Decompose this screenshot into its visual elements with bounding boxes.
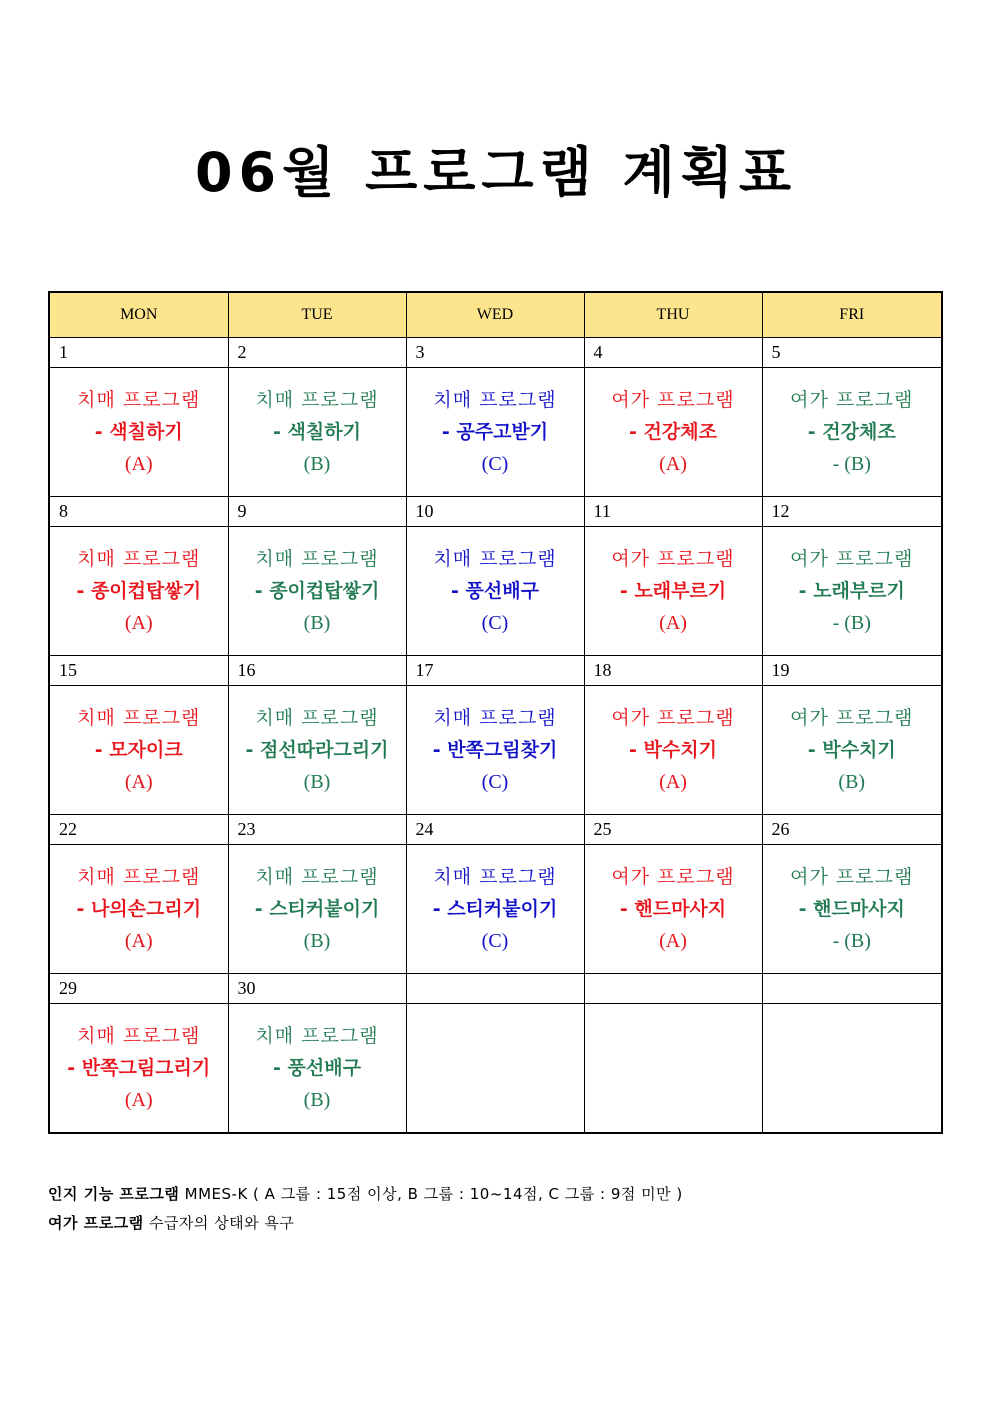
program-group: (A): [124, 453, 153, 475]
program-group: (B): [303, 930, 331, 952]
program-activity: - 박수치기: [807, 739, 896, 761]
date-cell: 8: [49, 497, 228, 527]
program-row: [49, 527, 942, 656]
date-cell: 10: [406, 497, 584, 527]
program-cell: [228, 845, 406, 974]
program-activity: - 핸드마사지: [619, 898, 727, 920]
note-leisure-text: 수급자의 상태와 욕구: [143, 1214, 295, 1232]
program-group: (A): [124, 612, 153, 634]
legend-notes: [48, 1180, 683, 1238]
date-row: [49, 497, 942, 527]
program-group: (B): [303, 771, 331, 793]
program-title: 여가 프로그램: [611, 707, 735, 729]
weekday-header-thu: THU: [584, 292, 762, 338]
date-cell: 22: [49, 815, 228, 845]
date-cell: 24: [406, 815, 584, 845]
program-activity: - 점선따라그리기: [245, 739, 389, 761]
program-title: 여가 프로그램: [790, 548, 914, 570]
note-cognitive-text: MMES-K ( A 그룹 : 15점 이상, B 그룹 : 10~14점, C 그룹 : 9점 미만 ): [179, 1185, 683, 1203]
program-title: 여가 프로그램: [790, 389, 914, 411]
program-cell: [406, 1004, 584, 1134]
note-cognitive: [48, 1180, 683, 1209]
date-cell: 26: [762, 815, 942, 845]
program-activity: - 풍선배구: [451, 580, 539, 602]
program-cell: [762, 1004, 942, 1134]
program-activity: - 건강체조: [629, 421, 717, 443]
date-cell: 11: [584, 497, 762, 527]
note-leisure: [48, 1209, 683, 1238]
program-activity: - 스티커붙이기: [432, 898, 558, 920]
program-cell: [228, 368, 406, 497]
date-row: [49, 656, 942, 686]
program-activity: - 공주고받기: [441, 421, 549, 443]
program-title: 치매 프로그램: [433, 548, 557, 570]
program-cell: [584, 527, 762, 656]
program-title: 치매 프로그램: [77, 707, 201, 729]
date-cell: 18: [584, 656, 762, 686]
program-cell: [584, 1004, 762, 1134]
program-cell: [584, 686, 762, 815]
program-activity: - 반쪽그림그리기: [67, 1057, 211, 1079]
program-cell: [584, 368, 762, 497]
date-cell: 30: [228, 974, 406, 1004]
program-group: (A): [124, 771, 153, 793]
program-activity: - 나의손그리기: [76, 898, 202, 920]
program-calendar-table: [48, 291, 943, 1134]
program-group: (C): [481, 771, 509, 793]
program-cell: [49, 686, 228, 815]
program-group: (C): [481, 930, 509, 952]
program-cell: [762, 527, 942, 656]
program-title: 여가 프로그램: [611, 548, 735, 570]
program-row: [49, 845, 942, 974]
program-cell: [762, 686, 942, 815]
program-cell: [228, 527, 406, 656]
program-title: 치매 프로그램: [77, 548, 201, 570]
date-row: [49, 974, 942, 1004]
program-group: (A): [659, 612, 687, 634]
program-title: 여가 프로그램: [611, 866, 735, 888]
program-cell: [406, 845, 584, 974]
program-cell: [406, 686, 584, 815]
note-leisure-label: 여가 프로그램: [48, 1214, 144, 1232]
program-activity: - 모자이크: [94, 739, 183, 761]
program-title: 여가 프로그램: [611, 389, 735, 411]
program-group: (B): [303, 612, 331, 634]
program-group: (A): [659, 453, 687, 475]
program-activity: - 반쪽그림찾기: [432, 739, 558, 761]
program-activity: - 핸드마사지: [798, 898, 905, 920]
program-activity: - 노래부르기: [798, 580, 905, 602]
program-group: (A): [124, 1089, 153, 1111]
program-title: 치매 프로그램: [255, 1025, 379, 1047]
date-cell: 17: [406, 656, 584, 686]
program-activity: - 종이컵탑쌓기: [76, 580, 202, 602]
program-row: [49, 368, 942, 497]
program-cell: [762, 368, 942, 497]
program-row: [49, 1004, 942, 1134]
program-group: (A): [659, 930, 687, 952]
program-title: 치매 프로그램: [433, 866, 557, 888]
weekday-header-mon: MON: [49, 292, 228, 338]
program-cell: [49, 845, 228, 974]
date-cell: 9: [228, 497, 406, 527]
program-title: 치매 프로그램: [433, 707, 557, 729]
program-title: 치매 프로그램: [255, 707, 379, 729]
program-title: 치매 프로그램: [255, 389, 379, 411]
program-cell: [49, 1004, 228, 1134]
program-activity: - 풍선배구: [273, 1057, 361, 1079]
date-row: [49, 815, 942, 845]
program-group: (A): [659, 771, 687, 793]
program-activity: - 스티커붙이기: [254, 898, 380, 920]
program-activity: - 색칠하기: [94, 421, 183, 443]
date-cell: 15: [49, 656, 228, 686]
weekday-header-tue: TUE: [228, 292, 406, 338]
program-group: (C): [481, 453, 509, 475]
date-cell: 29: [49, 974, 228, 1004]
program-cell: [584, 845, 762, 974]
program-title: 치매 프로그램: [433, 389, 557, 411]
date-cell: [584, 974, 762, 1004]
program-title: 치매 프로그램: [77, 1025, 201, 1047]
date-cell: [406, 974, 584, 1004]
date-cell: 4: [584, 338, 762, 368]
program-cell: [49, 368, 228, 497]
date-cell: 1: [49, 338, 228, 368]
date-cell: [762, 974, 942, 1004]
date-cell: 5: [762, 338, 942, 368]
date-row: [49, 338, 942, 368]
calendar-body: [49, 338, 942, 1134]
program-cell: [228, 686, 406, 815]
program-title: 여가 프로그램: [790, 866, 914, 888]
weekday-header-fri: FRI: [762, 292, 942, 338]
program-activity: - 박수치기: [629, 739, 717, 761]
note-cognitive-label: 인지 기능 프로그램: [48, 1185, 180, 1203]
program-activity: - 노래부르기: [619, 580, 727, 602]
program-group: (C): [481, 612, 509, 634]
program-cell: [406, 368, 584, 497]
program-activity: - 종이컵탑쌓기: [254, 580, 380, 602]
date-cell: 25: [584, 815, 762, 845]
page-title: 06월 프로그램 계획표: [194, 141, 798, 204]
program-group: - (B): [832, 930, 871, 952]
weekday-header-row: [49, 292, 942, 338]
program-title: 치매 프로그램: [77, 389, 201, 411]
date-cell: 12: [762, 497, 942, 527]
program-title: 치매 프로그램: [77, 866, 201, 888]
program-title: 여가 프로그램: [790, 707, 914, 729]
program-activity: - 색칠하기: [273, 421, 361, 443]
program-row: [49, 686, 942, 815]
program-group: (A): [124, 930, 153, 952]
program-group: (B): [838, 771, 866, 793]
program-cell: [406, 527, 584, 656]
program-cell: [49, 527, 228, 656]
program-group: - (B): [832, 453, 871, 475]
date-cell: 2: [228, 338, 406, 368]
program-activity: - 건강체조: [807, 421, 896, 443]
program-group: (B): [303, 453, 331, 475]
date-cell: 23: [228, 815, 406, 845]
weekday-header-wed: WED: [406, 292, 584, 338]
program-cell: [762, 845, 942, 974]
program-cell: [228, 1004, 406, 1134]
date-cell: 19: [762, 656, 942, 686]
program-group: - (B): [832, 612, 871, 634]
program-title: 치매 프로그램: [255, 548, 379, 570]
date-cell: 16: [228, 656, 406, 686]
program-title: 치매 프로그램: [255, 866, 379, 888]
date-cell: 3: [406, 338, 584, 368]
program-group: (B): [303, 1089, 331, 1111]
